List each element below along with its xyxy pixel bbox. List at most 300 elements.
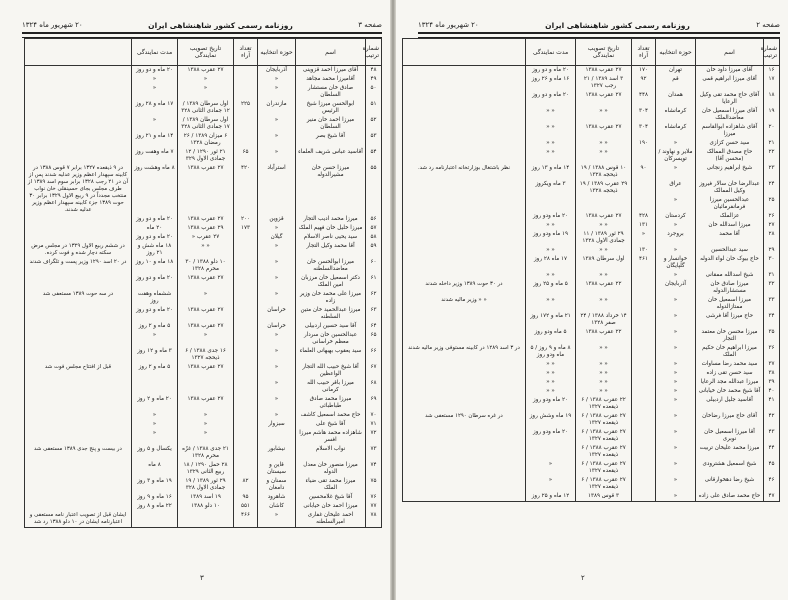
deputy-name-cell: آقای حاج محمد تقی وکیل الرعایا [696, 91, 764, 107]
term-length-cell: « [132, 429, 178, 445]
table-row [25, 148, 382, 164]
row-number-cell: ۶۴ [366, 322, 382, 331]
term-length-cell: « « [526, 369, 576, 378]
row-number-cell: ۳۱ [764, 271, 780, 280]
district-cell: « [656, 492, 696, 502]
row-number-cell: ۵۷ [366, 224, 382, 233]
district-cell: « [656, 428, 696, 444]
votes-cell [632, 271, 656, 280]
deputy-name-cell: میرزا عبدالحمید خان متین السلطنه [296, 306, 366, 322]
table-body [25, 66, 382, 528]
approval-date-cell: « « [178, 242, 234, 258]
table-row [25, 75, 382, 84]
approval-date-cell: ۲۲ عقرب ۱۳۸۸ / ۶ ذیقعده ۱۳۲۷ [576, 396, 632, 412]
row-number-cell: ۶۹ [366, 395, 382, 411]
votes-cell [234, 379, 258, 395]
row-number-cell: ۷۶ [366, 493, 382, 502]
approval-date-cell: ۲۷ عقرب ۱۳۸۸ [178, 363, 234, 379]
term-length-cell: ۵ ماه و ۲ روز [132, 363, 178, 379]
table-row [25, 379, 382, 395]
deputy-name-cell: ابوالحسن میرزا شیخ الرئیس [296, 100, 366, 116]
table-row [25, 66, 382, 76]
term-length-cell: « [132, 420, 178, 429]
table-row [403, 328, 780, 344]
approval-date-cell: ۱۰ دلو ۱۳۸۸ / ۳۰ محرم ۱۳۲۸ [178, 258, 234, 274]
table-row [403, 444, 780, 460]
votes-cell [234, 461, 258, 477]
deputy-name-cell: آقا شیخ محمد خان خیابانی [696, 387, 764, 396]
term-length-cell: « « [526, 360, 576, 369]
district-cell [258, 429, 296, 445]
term-length-cell: « [132, 116, 178, 132]
remarks-cell [25, 116, 132, 132]
term-length-cell: ۳ ماه ویکروز [526, 180, 576, 196]
term-length-cell: ۲۰ ماه [132, 224, 178, 233]
term-length-cell [526, 444, 576, 460]
votes-cell: ۹۵ [234, 493, 258, 502]
row-number-cell: ۳۵ [764, 328, 780, 344]
term-length-cell: ۲۰ ماه و ۲ روز [132, 395, 178, 411]
approval-date-cell: ۲۷ عقرب « [178, 233, 234, 242]
remarks-cell [403, 328, 526, 344]
approval-date-cell: ۲۹ عقرب ۱۳۸۹ / ۱۹ ذیحجه ۱۳۲۸ [576, 180, 632, 196]
remarks-cell [25, 461, 132, 477]
row-number-cell: ۶۶ [366, 347, 382, 363]
votes-cell: ۳۰۴ [632, 123, 656, 139]
row-number-cell: ۲۵ [764, 196, 780, 212]
remarks-cell [403, 221, 526, 230]
term-length-cell: ۸ ماه و ۹ روز / ۵ ماه ودو روز [526, 344, 576, 360]
table-row [25, 445, 382, 461]
deputy-name-cell: آقا شیخ بصر [296, 132, 366, 148]
district-cell: عراق [656, 180, 696, 196]
table-row [25, 493, 382, 502]
deputy-name-cell: میرزا منصور خان معدل الدوله [296, 461, 366, 477]
row-number-cell: ۱۸ [764, 91, 780, 107]
approval-date-cell: « « [576, 271, 632, 280]
district-cell: نیشابور [258, 445, 296, 461]
approval-date-cell: ۳ اسد ۱۳۸۹ / ۲۱ رجب ۱۳۲۷ [576, 75, 632, 91]
deputy-name-cell: حاج مصدق الممالک (محسن آقا) [696, 148, 764, 164]
district-cell: همدان [656, 91, 696, 107]
row-number-cell: ۷۳ [366, 445, 382, 461]
remarks-cell [403, 107, 526, 123]
approval-date-cell: ۲۷ عقرب ۱۳۸۸ [178, 164, 234, 215]
table-row [25, 502, 382, 511]
remarks-cell [403, 66, 526, 76]
table-row [403, 230, 780, 246]
remarks-cell [403, 196, 526, 212]
deputy-name-cell: عبدالحسین خان سردار معظم خراسانی [296, 331, 366, 347]
term-length-cell: ۲۰ ماه و دو روز [132, 215, 178, 224]
approval-date-cell: « « [576, 221, 632, 230]
approval-date-cell: « [178, 331, 234, 347]
deputies-table [24, 38, 382, 528]
deputy-name-cell: حاج محمد صادق علی زاده [696, 492, 764, 502]
row-number-cell: ۴۷ [764, 492, 780, 502]
term-length-cell: ۲۰ ماه و دو روز [132, 274, 178, 290]
votes-cell [234, 290, 258, 306]
table-row [25, 224, 382, 233]
table-row [403, 271, 780, 280]
table-row [403, 492, 780, 502]
remarks-cell [403, 139, 526, 148]
remarks-cell [25, 331, 132, 347]
votes-cell: ۱۷۰ [632, 66, 656, 76]
row-number-cell: ۷۲ [366, 429, 382, 445]
row-number-cell: ۱۶ [764, 66, 780, 76]
term-length-cell: ۲۰ ماه ودو روز [526, 212, 576, 221]
table-row [25, 116, 382, 132]
district-cell: گیلان [258, 233, 296, 242]
term-length-cell: « « [526, 107, 576, 123]
votes-cell [632, 387, 656, 396]
remarks-cell [25, 132, 132, 148]
district-cell: ملایر و نهاوند / تویسرکان [656, 148, 696, 164]
approval-date-cell: ۱۰ دلو ۱۳۸۸ [178, 502, 234, 511]
table-row [25, 511, 382, 528]
table-row [403, 75, 780, 91]
remarks-cell [25, 306, 132, 322]
deputy-name-cell: میرزا خلیل خان فهیم الملک [296, 224, 366, 233]
district-cell: « [258, 347, 296, 363]
row-number-cell: ۵۴ [366, 148, 382, 164]
remarks-cell [25, 66, 132, 76]
votes-cell [234, 331, 258, 347]
term-length-cell: ۱۹ ماه وشش روز [526, 412, 576, 428]
term-length-cell: ۲۰ ماه و دو روز [526, 66, 576, 76]
approval-date-cell: « « [576, 378, 632, 387]
approval-date-cell: « [178, 420, 234, 429]
deputy-name-cell: میرزا محمد علیخان تربیت [696, 444, 764, 460]
deputy-name-cell: صادق خان مستشار السلطان [296, 84, 366, 100]
term-length-cell: « « [526, 123, 576, 139]
deputy-name-cell: عبدالرضا خان سالار فیروز وکیل الممالک [696, 180, 764, 196]
row-number-cell: ۵۹ [366, 242, 382, 258]
page-label: صفحه ۳ [358, 21, 382, 29]
deputy-name-cell: آقا سید حسین اردبیلی [296, 322, 366, 331]
row-number-cell: ۲۸ [764, 230, 780, 246]
district-cell: قاین و سیستان [258, 461, 296, 477]
term-length-cell: ۲۰ ماه و دو روز [526, 91, 576, 107]
district-cell: « [656, 312, 696, 328]
deputy-name-cell: میرزا صادق خان مستشارالدوله [696, 280, 764, 296]
term-length-cell: « « [526, 296, 576, 312]
district-cell: « [258, 242, 296, 258]
approval-date-cell: ۱۹ اسد ۱۳۸۹ [178, 493, 234, 502]
term-length-cell: ۱۷ ماه و ۲۸ روز [132, 100, 178, 116]
remarks-cell: در ۳۰ حوت ۱۳۸۹ وزیر داخله شدند [403, 280, 526, 296]
remarks-cell [403, 476, 526, 492]
deputy-name-cell: سید حسن تقی زاده [696, 369, 764, 378]
row-number-cell: ۷۷ [366, 502, 382, 511]
deputy-name-cell: آقا شیخ حبیب الله التجار الواعظین [296, 363, 366, 379]
votes-cell: ۱۷۳ [234, 224, 258, 233]
term-length-cell: ۱۷ ماه ۲۸ روز [526, 255, 576, 271]
approval-date-cell: « [178, 429, 234, 445]
approval-date-cell: « « [576, 107, 632, 123]
votes-cell [234, 274, 258, 290]
term-length-cell: « « [526, 246, 576, 255]
remarks-cell [25, 100, 132, 116]
deputy-name-cell: شیخ رضا دهخوارقانی [696, 476, 764, 492]
term-length-cell: ۵ ماه ودو روز [526, 328, 576, 344]
col-header-term: مدت نمایندگی [132, 39, 178, 66]
term-length-cell: ۱۲ ماه و ۲۵ روز [526, 492, 576, 502]
remarks-cell: « « وزیر مالیه شدند [403, 296, 526, 312]
remarks-cell [403, 255, 526, 271]
approval-date-cell: ۲۲ عقرب ۱۳۸۸ [576, 328, 632, 344]
approval-date-cell: ۱۰ قوس ۱۳۸۸ / ۱۹ ذیحجه ۱۳۲۸ [576, 164, 632, 180]
left-page [0, 0, 390, 600]
col-header-number: شماره ترتیب [764, 39, 780, 66]
district-cell: « [258, 511, 296, 528]
term-length-cell: یکسال و ۵ روز [132, 445, 178, 461]
district-cell: خوانسار و گلپایگان [656, 255, 696, 271]
approval-date-cell: ۲۷ عقرب ۱۳۸۸ [178, 215, 234, 224]
remarks-cell [25, 148, 132, 164]
remarks-cell [403, 396, 526, 412]
table-row [25, 164, 382, 215]
term-length-cell: ۲۰ ماه ودو روز [526, 396, 576, 412]
table-row [403, 196, 780, 212]
deputy-name-cell: حاج میرزا آقا فرشی [696, 312, 764, 328]
remarks-cell [403, 123, 526, 139]
approval-date-cell: « [178, 84, 234, 100]
remarks-cell [25, 477, 132, 493]
district-cell: شاهرود [258, 493, 296, 502]
district-cell: « [656, 221, 696, 230]
deputy-name-cell: شاهزاده محمد هاشم میرزا افسر [296, 429, 366, 445]
remarks-cell [403, 91, 526, 107]
term-length-cell: ۲۰ ماه ودو روز [526, 428, 576, 444]
remarks-cell [25, 233, 132, 242]
row-number-cell: ۶۳ [366, 306, 382, 322]
table-row [403, 280, 780, 296]
district-cell: سمنان و دامغان [258, 477, 296, 493]
table-row [403, 221, 780, 230]
remarks-cell: در بیست و پنج جدی ۱۳۸۹ مستعفی شد [25, 445, 132, 461]
votes-cell [234, 420, 258, 429]
approval-date-cell: « « [576, 369, 632, 378]
row-number-cell: ۶۸ [366, 379, 382, 395]
district-cell: سبزوار [258, 420, 296, 429]
district-cell: « [656, 412, 696, 428]
votes-cell [234, 242, 258, 258]
table-row [403, 164, 780, 180]
approval-date-cell: اول سرطان ۱۳۸۹ / ۱۲ جمادی الثانی ۳۲۸ [178, 100, 234, 116]
votes-cell [234, 306, 258, 322]
row-number-cell: ۲۷ [764, 221, 780, 230]
deputy-name-cell: دکتر اسمعیل خان مرزبان امین الملک [296, 274, 366, 290]
approval-date-cell: « « [576, 387, 632, 396]
term-length-cell [132, 379, 178, 395]
table-row [403, 107, 780, 123]
votes-cell [632, 428, 656, 444]
row-number-cell: ۳۶ [764, 344, 780, 360]
remarks-cell [25, 420, 132, 429]
votes-cell: ۸۲ [234, 477, 258, 493]
district-cell: « [656, 271, 696, 280]
col-header-district: حوزه انتخابیه [258, 39, 296, 66]
votes-cell [632, 460, 656, 476]
district-cell: « [656, 164, 696, 180]
district-cell: « [656, 387, 696, 396]
votes-cell [234, 411, 258, 420]
votes-cell: ۴۶۱ [632, 255, 656, 271]
votes-cell [632, 296, 656, 312]
approval-date-cell: « [178, 411, 234, 420]
row-number-cell: ۶۷ [366, 363, 382, 379]
row-number-cell: ۳۹ [764, 378, 780, 387]
district-cell: بروجرد [656, 230, 696, 246]
deputy-name-cell: آقای میرزا احمد قزوینی [296, 66, 366, 76]
remarks-cell [403, 246, 526, 255]
approval-date-cell: ۲۷ عقرب ۱۳۸۸ [576, 91, 632, 107]
votes-cell [234, 347, 258, 363]
col-header-term: مدت نمایندگی [526, 39, 576, 66]
gazette-title: روزنامه رسمی کشور شاهنشاهی ایران [545, 20, 690, 30]
votes-cell [632, 476, 656, 492]
table-row [25, 395, 382, 411]
table-row [25, 331, 382, 347]
table-row [403, 66, 780, 76]
deputy-name-cell: آقا شیخ غلامحسین [296, 493, 366, 502]
table-row [403, 246, 780, 255]
remarks-cell: در غره سرطان ۱۲۹۰ مستعفی شد [403, 412, 526, 428]
deputy-name-cell: میرزا عبدالله مجد الرعایا [696, 378, 764, 387]
deputy-name-cell: شیخ اسدالله ممقانی [696, 271, 764, 280]
term-length-cell: ۱۶ ماه و ۹ روز [132, 493, 178, 502]
district-cell: « [656, 139, 696, 148]
approval-date-cell: « [178, 75, 234, 84]
district-cell: « [656, 246, 696, 255]
votes-cell [632, 328, 656, 344]
deputy-name-cell: آقا محمد [696, 230, 764, 246]
approval-date-cell: ۲۷ عقرب ۱۳۸۸ [576, 212, 632, 221]
row-number-cell: ۶۲ [366, 290, 382, 306]
table-row [403, 396, 780, 412]
votes-cell [632, 280, 656, 296]
deputy-name-cell: آقای میرزا ابراهیم قمی [696, 75, 764, 91]
row-number-cell: ۷۱ [366, 420, 382, 429]
deputy-name-cell: آقای حاج میرزا رضاخان [696, 412, 764, 428]
district-cell: مازندران [258, 100, 296, 116]
deputy-name-cell: حاج محمد اسمعیل کاشف [296, 411, 366, 420]
district-cell: « [656, 396, 696, 412]
remarks-cell [403, 148, 526, 164]
table-row [25, 363, 382, 379]
row-number-cell: ۳۸ [764, 369, 780, 378]
approval-date-cell: ۳ قوس ۱۳۸۹ [576, 492, 632, 502]
approval-date-cell: « « [576, 148, 632, 164]
remarks-cell [403, 444, 526, 460]
term-length-cell: « [132, 75, 178, 84]
row-number-cell: ۲۱ [764, 139, 780, 148]
row-number-cell: ۵۸ [366, 233, 382, 242]
district-cell: « [258, 116, 296, 132]
district-cell: « [258, 258, 296, 274]
approval-date-cell: « « [576, 246, 632, 255]
table-row [25, 258, 382, 274]
term-length-cell: « [132, 331, 178, 347]
approval-date-cell: ۲۷ عقرب ۱۳۸۸ [178, 66, 234, 76]
district-cell: « [258, 84, 296, 100]
remarks-cell [403, 460, 526, 476]
term-length-cell: ۱۴ ماه و ۲۱ روز [132, 132, 178, 148]
approval-date-cell: ۲۷ عقرب ۱۳۸۸ [178, 322, 234, 331]
remarks-cell [403, 271, 526, 280]
district-cell: « [656, 360, 696, 369]
votes-cell [234, 445, 258, 461]
deputy-name-cell: سید یعقوب بهبهانی العلماء [296, 347, 366, 363]
remarks-cell [403, 212, 526, 221]
row-number-cell: ۷۵ [366, 477, 382, 493]
approval-date-cell: « « [576, 139, 632, 148]
row-number-cell: ۴۴ [764, 444, 780, 460]
district-cell: قم [656, 75, 696, 91]
votes-cell [632, 360, 656, 369]
col-header-district: حوزه انتخابیه [656, 39, 696, 66]
approval-date-cell: اول سرطان ۱۳۸۹ / ۱۷ جمادی الثانی ۳۲۸ [178, 116, 234, 132]
remarks-cell [25, 215, 132, 224]
district-cell: « [258, 224, 296, 233]
row-number-cell: ۶۱ [366, 274, 382, 290]
deputy-name-cell: آقاسید جلیل اردبیلی [696, 396, 764, 412]
row-number-cell: ۲۶ [764, 212, 780, 221]
term-length-cell: ۱۶ ماه و ۲۶ روز [526, 75, 576, 91]
district-cell: « [258, 363, 296, 379]
table-row [25, 306, 382, 322]
remarks-cell [403, 180, 526, 196]
row-number-cell: ۲۹ [764, 246, 780, 255]
table-row [25, 411, 382, 420]
deputy-name-cell: میرزا ابراهیم خان حکیم الملک [696, 344, 764, 360]
approval-date-cell: « « [576, 360, 632, 369]
deputy-name-cell: میرزا اسمعیل خان ممتازالدوله [696, 296, 764, 312]
table-row [403, 123, 780, 139]
row-number-cell: ۵۰ [366, 84, 382, 100]
col-header-votes: تعداد آراء [632, 39, 656, 66]
table-row [403, 91, 780, 107]
votes-cell [234, 258, 258, 274]
row-number-cell: ۵۵ [366, 164, 382, 215]
table-row [25, 420, 382, 429]
remarks-cell: نظر باشتغال بوزارتخانه اعتبارنامه رد شد. [403, 164, 526, 180]
votes-cell: ۳۰۴ [632, 107, 656, 123]
table-row [25, 100, 382, 116]
district-cell: « [258, 274, 296, 290]
votes-cell [632, 378, 656, 387]
votes-cell [234, 84, 258, 100]
deputy-name-cell: عزالملک [696, 212, 764, 221]
row-number-cell: ۴۵ [764, 460, 780, 476]
approval-date-cell: ۲۱ جدی ۱۳۸۸ / غرّه محرم ۱۳۲۸ [178, 445, 234, 461]
table-row [25, 233, 382, 242]
remarks-cell [25, 224, 132, 233]
approval-date-cell: ۲۲ عقرب ۱۳۸۸ [576, 280, 632, 296]
votes-cell: ۵۵۱ [234, 502, 258, 511]
table-header-row [25, 39, 382, 66]
votes-cell [234, 429, 258, 445]
district-cell: « [656, 328, 696, 344]
row-number-cell: ۳۴ [764, 312, 780, 328]
deputy-name-cell: میرزا احمد خان منیر السلطان [296, 116, 366, 132]
term-length-cell: ۵ ماه و ۲ روز [132, 322, 178, 331]
deputies-table [402, 38, 780, 502]
remarks-cell [25, 493, 132, 502]
votes-cell [632, 369, 656, 378]
